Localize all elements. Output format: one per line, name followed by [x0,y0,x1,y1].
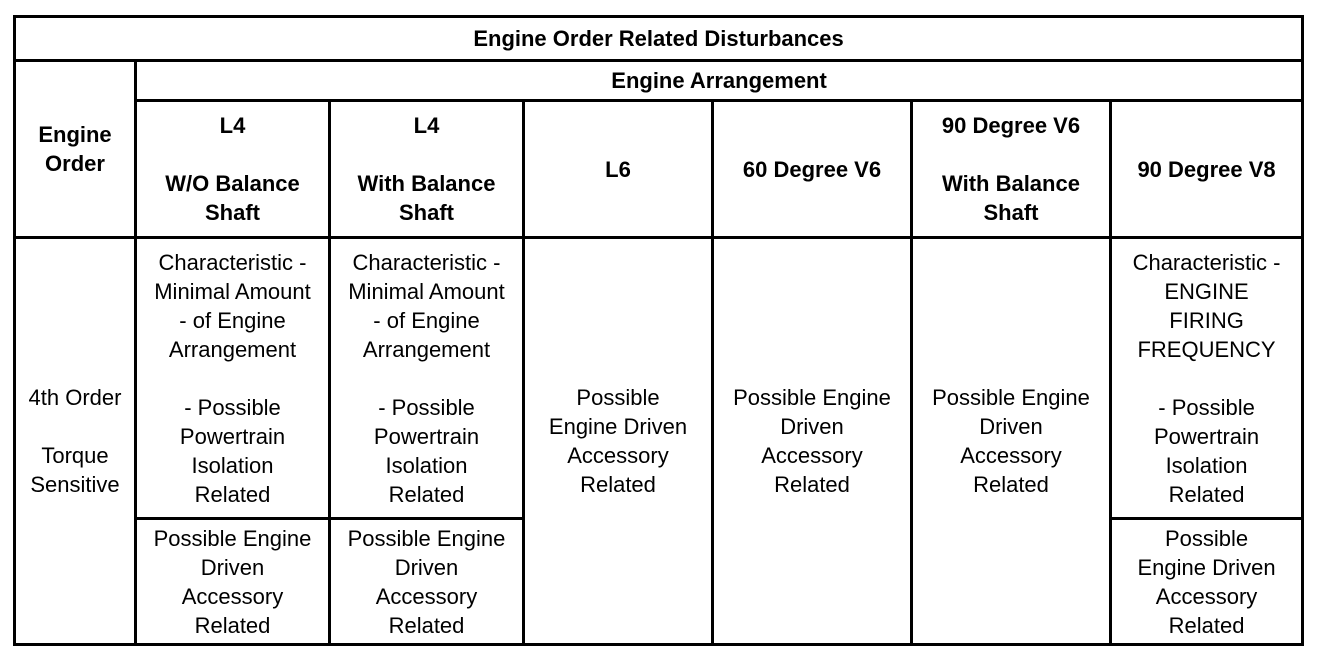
cell-60-degree-v6: Possible Engine Driven Accessory Related [713,238,912,645]
cell-90-degree-v8-accessory: Possible Engine Driven Accessory Related [1111,519,1303,645]
engine-order-disturbances-table [13,15,1304,646]
engine-order-header: Engine Order [15,61,136,238]
cell-l4-with-accessory: Possible Engine Driven Accessory Related [330,519,524,645]
cell-l4-with-characteristic: Characteristic - Minimal Amount - of Engine Arrangement - Possible Powertrain Isolation Related [330,238,524,519]
column-header-90-degree-v8: 90 Degree V8 [1111,101,1303,238]
column-header-l4-with-balance: L4 With Balance Shaft [330,101,524,238]
cell-90-degree-v8-characteristic: Characteristic - ENGINE FIRING FREQUENCY - Possible Powertrain Isolation Related [1111,238,1303,519]
cell-l4-wo-characteristic: Characteristic - Minimal Amount - of Engine Arrangement - Possible Powertrain Isolation Related [136,238,330,519]
column-header-90-degree-v6: 90 Degree V6 With Balance Shaft [912,101,1111,238]
cell-90-degree-v6: Possible Engine Driven Accessory Related [912,238,1111,645]
column-header-60-degree-v6: 60 Degree V6 [713,101,912,238]
table-title: Engine Order Related Disturbances [15,17,1303,61]
column-header-l4-wo-balance: L4 W/O Balance Shaft [136,101,330,238]
cell-l4-wo-accessory: Possible Engine Driven Accessory Related [136,519,330,645]
row-label-4th-order: 4th Order Torque Sensitive [15,238,136,645]
column-header-l6: L6 [524,101,713,238]
engine-arrangement-header: Engine Arrangement [136,61,1303,101]
cell-l6: Possible Engine Driven Accessory Related [524,238,713,645]
